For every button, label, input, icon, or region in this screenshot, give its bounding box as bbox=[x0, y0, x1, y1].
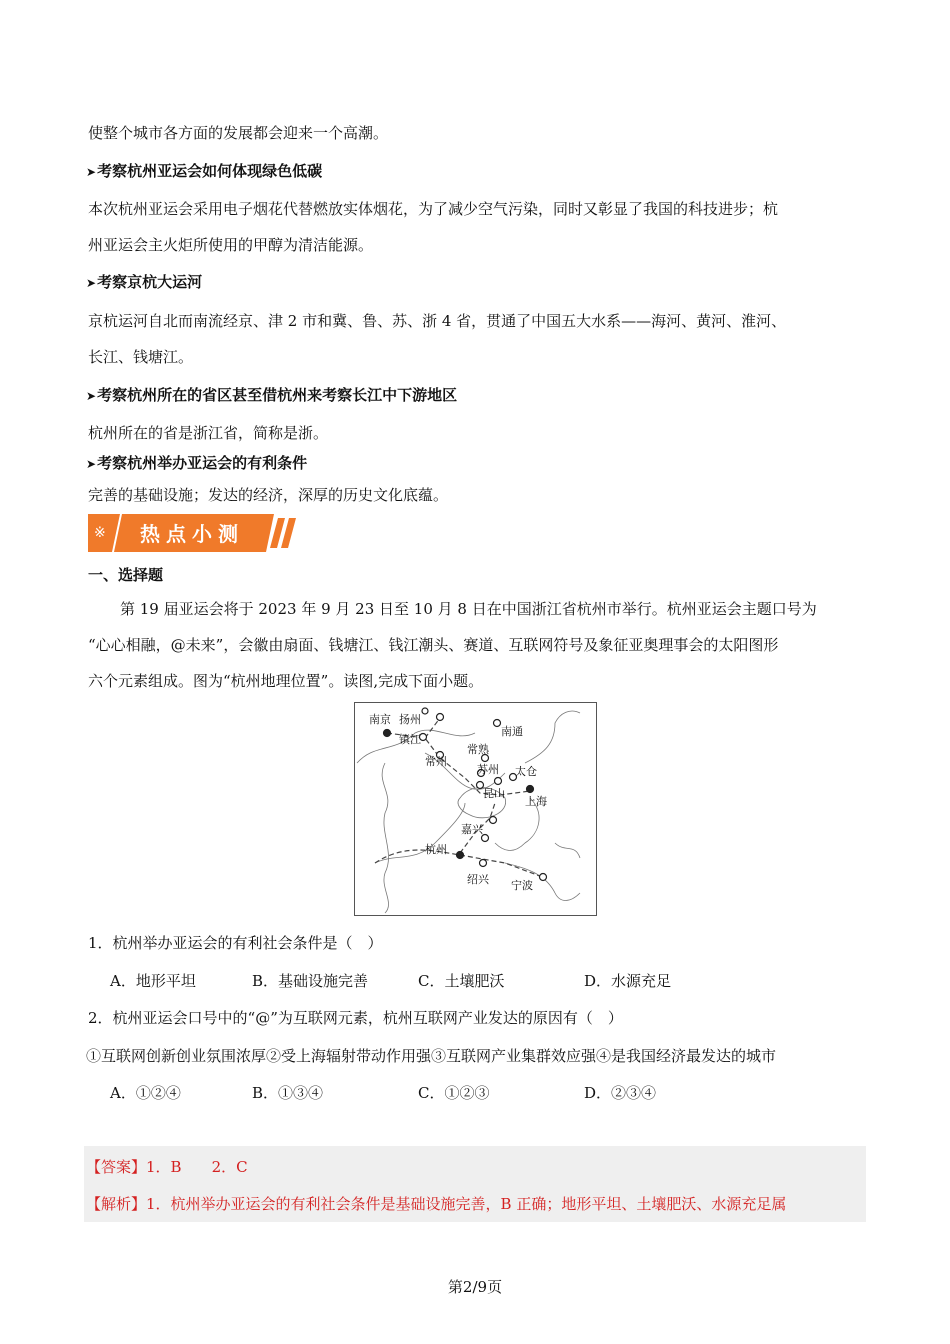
map-label-nantong: 南通 bbox=[501, 725, 523, 738]
heading-text: 考察杭州所在的省区甚至借杭州来考察长江中下游地区 bbox=[97, 386, 458, 404]
q2-option-d[interactable]: D．②③④ bbox=[584, 1084, 657, 1102]
q2-option-c[interactable]: C．①②③ bbox=[418, 1084, 490, 1102]
map-label-shaoxing: 绍兴 bbox=[467, 873, 489, 886]
q2-option-a[interactable]: A．①②④ bbox=[110, 1084, 181, 1102]
heading-province bbox=[86, 384, 457, 405]
intro-line: “心心相融，@未来”，会徽由扇面、钱塘江、钱江潮头、赛道、互联网符号及象征亚奥理事会的太阳图形 bbox=[88, 636, 779, 654]
answer-label: 【答案】 bbox=[86, 1158, 147, 1176]
q2-option-b[interactable]: B．①③④ bbox=[252, 1084, 324, 1102]
map-label-shanghai: 上海 bbox=[525, 795, 547, 808]
question-1-stem: 1．杭州举办亚运会的有利社会条件是（ ） bbox=[88, 934, 383, 952]
heading-text: 考察杭州举办亚运会的有利条件 bbox=[97, 454, 308, 472]
q1-option-b[interactable]: B．基础设施完善 bbox=[252, 972, 369, 990]
section-title: 一、选择题 bbox=[88, 566, 164, 584]
text-line: 杭州所在的省是浙江省，简称是浙。 bbox=[88, 424, 329, 442]
arrow-icon: ➤ bbox=[86, 276, 97, 290]
banner-title: 热点小测 bbox=[140, 522, 244, 546]
text-line: 本次杭州亚运会采用电子烟花代替燃放实体烟花，为了减少空气污染，同时又彰显了我国的科技进步；杭 bbox=[88, 200, 779, 218]
map-label-zhenjiang: 镇江 bbox=[399, 733, 421, 746]
heading-conditions bbox=[86, 452, 307, 473]
q1-option-c[interactable]: C．土壤肥沃 bbox=[418, 972, 505, 990]
analysis-label: 【解析】 bbox=[86, 1195, 147, 1213]
hangzhou-location-map bbox=[354, 702, 597, 916]
heading-text: 考察京杭大运河 bbox=[97, 273, 203, 291]
text-line: 使整个城市各方面的发展都会迎来一个高潮。 bbox=[88, 124, 389, 142]
q1-option-d[interactable]: D．水源充足 bbox=[584, 972, 672, 990]
map-label-kunshan: 昆山 bbox=[483, 787, 505, 800]
heading-grand-canal bbox=[86, 271, 202, 292]
heading-green-lowcarbon bbox=[86, 160, 322, 181]
arrow-icon: ➤ bbox=[86, 457, 97, 471]
question-2-stem: 2．杭州亚运会口号中的“@”为互联网元素，杭州互联网产业发达的原因有（ ） bbox=[88, 1009, 623, 1027]
text-line: 京杭运河自北而南流经京、津 2 市和冀、鲁、苏、浙 4 省，贯通了中国五大水系——海河、黄河、淮河、 bbox=[88, 312, 787, 330]
map-label-changshu: 常熟 bbox=[467, 743, 489, 756]
map-label-jiaxing: 嘉兴 bbox=[461, 823, 483, 836]
page-footer: 第2/9页 bbox=[447, 1278, 503, 1296]
map-label-nanjing: 南京 bbox=[369, 713, 391, 726]
q1-option-a[interactable]: A．地形平坦 bbox=[110, 972, 196, 990]
analysis-line bbox=[86, 1193, 786, 1214]
analysis-text: 1．杭州举办亚运会的有利社会条件是基础设施完善，B 正确；地形平坦、土壤肥沃、水源充足属 bbox=[146, 1195, 787, 1213]
map-label-changzhou: 常州 bbox=[425, 755, 447, 768]
map-label-yangzhou: 扬州 bbox=[399, 713, 421, 726]
heading-text: 考察杭州亚运会如何体现绿色低碳 bbox=[97, 162, 323, 180]
question-2-items: ①互联网创新创业氛围浓厚②受上海辐射带动作用强③互联网产业集群效应强④是我国经济最发达的城市 bbox=[86, 1047, 777, 1065]
intro-line: 第 19 届亚运会将于 2023 年 9 月 23 日至 10 月 8 日在中国浙江省杭州市举行。杭州亚运会主题口号为 bbox=[120, 600, 817, 618]
arrow-icon: ➤ bbox=[86, 389, 97, 403]
answer-text: 1．B 2．C bbox=[146, 1158, 248, 1176]
text-line: 州亚运会主火炬所使用的甲醇为清洁能源。 bbox=[88, 236, 374, 254]
text-line: 长江、钱塘江。 bbox=[88, 348, 194, 366]
banner-mark-icon: ※ bbox=[94, 525, 106, 541]
intro-line: 六个元素组成。图为“杭州地理位置”。读图,完成下面小题。 bbox=[88, 672, 484, 690]
text-line: 完善的基础设施；发达的经济，深厚的历史文化底蕴。 bbox=[88, 486, 449, 504]
map-label-hangzhou: 杭州 bbox=[425, 843, 447, 856]
map-label-ningbo: 宁波 bbox=[511, 879, 533, 892]
answer-line bbox=[86, 1156, 248, 1177]
map-label-suzhou: 苏州 bbox=[477, 763, 499, 776]
arrow-icon: ➤ bbox=[86, 165, 97, 179]
map-label-taicang: 太仓 bbox=[515, 765, 537, 778]
